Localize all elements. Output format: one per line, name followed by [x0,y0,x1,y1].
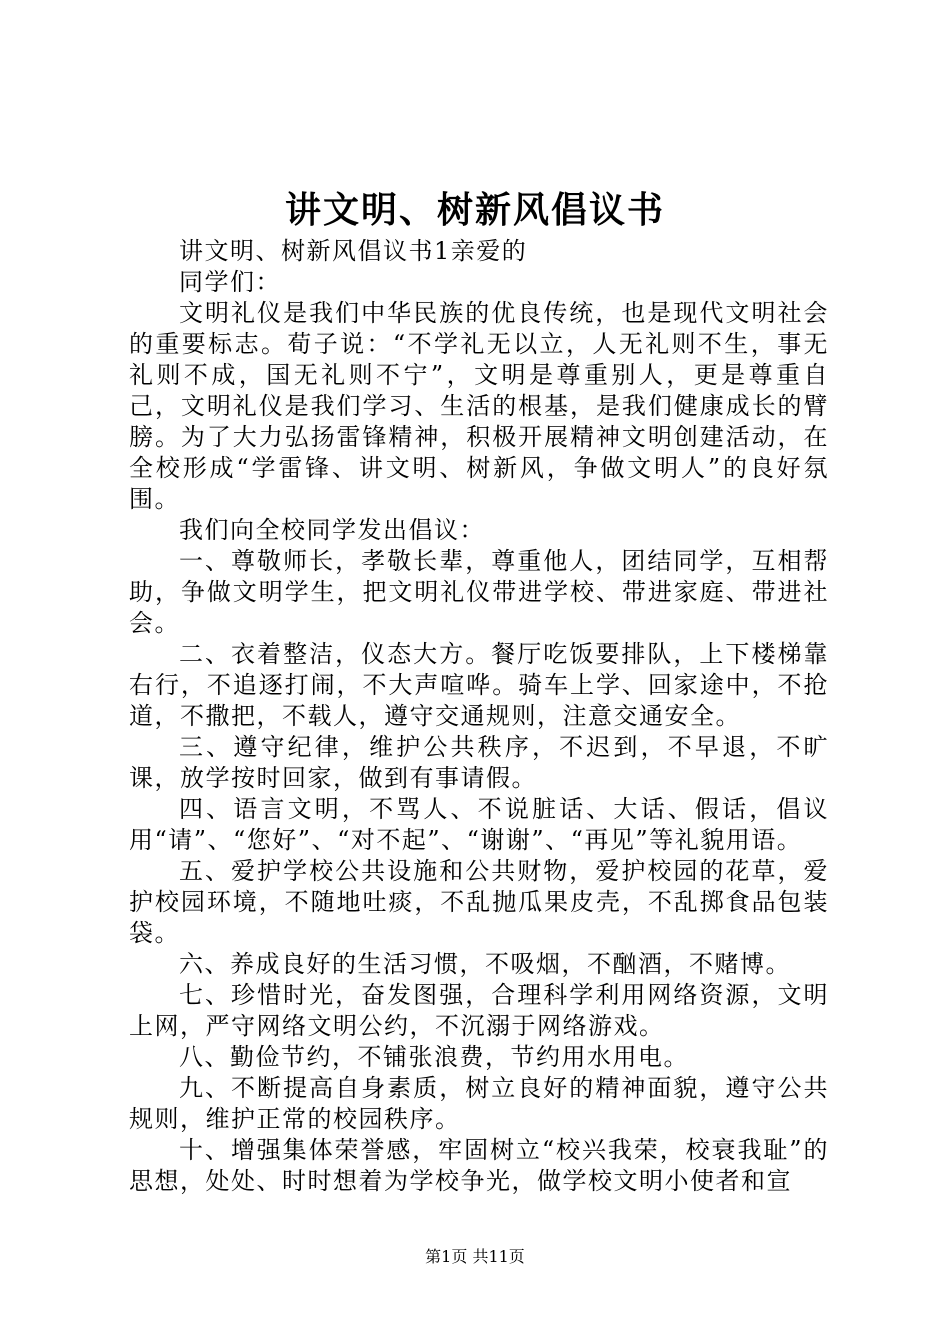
paragraph: 七、珍惜时光，奋发图强，合理科学利用网络资源，文明上网，严守网络文明公约，不沉溺于网络游戏。 [129,981,829,1040]
paragraph: 九、不断提高自身素质，树立良好的精神面貌，遵守公共规则，维护正常的校园秩序。 [129,1074,829,1133]
paragraph: 四、语言文明，不骂人、不说脏话、大话、假话，倡议用“请”、“您好”、“对不起”、“谢谢”、“再见”等礼貌用语。 [129,795,829,854]
paragraph: 文明礼仪是我们中华民族的优良传统，也是现代文明社会的重要标志。荀子说：“不学礼无以立，人无礼则不生，事无礼则不成，国无礼则不宁”，文明是尊重别人，更是尊重自己，文明礼仪是我们学习、生活的根基，是我们健康成长的臂膀。为了大力弘扬雷锋精神，积极开展精神文明创建活动，在全校形成“学雷锋、讲文明、树新风，争做文明人”的良好氛围。 [129,299,829,513]
paragraph: 五、爱护学校公共设施和公共财物，爱护校园的花草，爱护校园环境，不随地吐痰，不乱抛瓜果皮壳，不乱掷食品包装袋。 [129,857,829,947]
paragraph: 二、衣着整洁，仪态大方。餐厅吃饭要排队，上下楼梯靠右行，不追逐打闹，不大声喧哗。骑车上学、回家途中，不抢道，不撒把，不载人，遵守交通规则，注意交通安全。 [129,640,829,730]
paragraph: 八、勤俭节约，不铺张浪费，节约用水用电。 [179,1043,689,1071]
paragraph: 讲文明、树新风倡议书1亲爱的 [179,237,528,265]
paragraph: 三、遵守纪律，维护公共秩序，不迟到，不早退，不旷课，放学按时回家，做到有事请假。 [129,733,829,792]
document-title: 讲文明、树新风倡议书 [284,189,665,231]
page-number-footer: 第1页 共11页 [425,1247,525,1266]
paragraph: 一、尊敬师长，孝敬长辈，尊重他人，团结同学，互相帮助，争做文明学生，把文明礼仪带进学校、带进家庭、带进社会。 [129,547,829,637]
paragraph: 同学们： [179,268,281,296]
paragraph: 我们向全校同学发出倡议： [179,516,485,544]
paragraph: 六、养成良好的生活习惯，不吸烟，不酗酒，不赌博。 [179,950,791,978]
paragraph: 十、增强集体荣誉感，牢固树立“校兴我荣，校衰我耻”的思想，处处、时时想着为学校争光，做学校文明小使者和宣 [129,1136,829,1195]
document-body [129,236,829,1197]
